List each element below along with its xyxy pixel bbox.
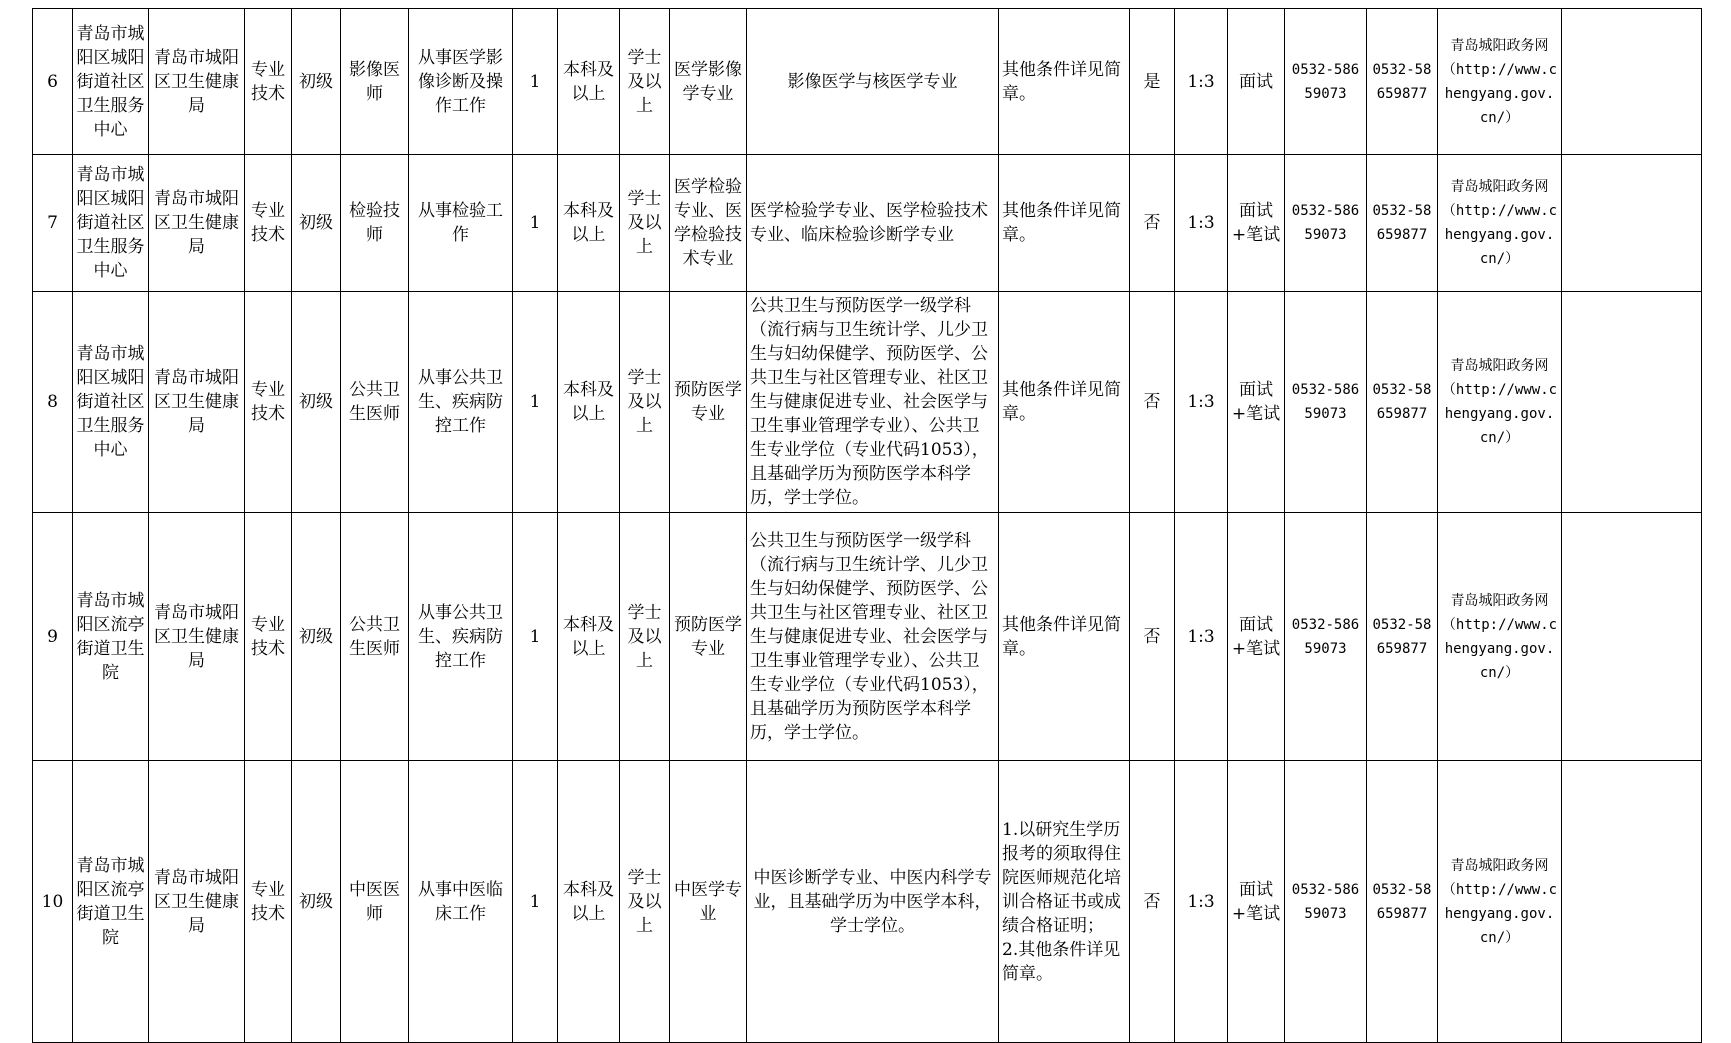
post-level: 初级 — [292, 292, 341, 513]
education-requirement: 本科及以上 — [558, 9, 620, 155]
postgraduate-major: 影像医学与核医学专业 — [747, 9, 999, 155]
post-category: 专业技术 — [245, 9, 292, 155]
interview-ratio: 1:3 — [1175, 292, 1228, 513]
hiring-unit: 青岛市城阳区城阳街道社区卫生服务中心 — [73, 9, 149, 155]
post-duty: 从事检验工作 — [409, 155, 513, 292]
consult-phone: 0532-58659073 — [1285, 292, 1367, 513]
other-conditions: 其他条件详见简章。 — [999, 155, 1130, 292]
post-name: 公共卫生医师 — [341, 292, 409, 513]
postgraduate-major: 公共卫生与预防医学一级学科（流行病与卫生统计学、儿少卫生与妇幼保健学、预防医学、公共卫生与社区管理专业、社区卫生与健康促进专业、社会医学与卫生事业管理学专业）、公共卫生专业学位（专业代码1053），且基础学历为预防医学本科学历，学士学位。 — [747, 292, 999, 513]
post-category: 专业技术 — [245, 761, 292, 1043]
exam-method: 面试+笔试 — [1228, 155, 1285, 292]
interview-ratio: 1:3 — [1175, 513, 1228, 761]
supervising-department: 青岛市城阳区卫生健康局 — [149, 155, 245, 292]
post-level: 初级 — [292, 761, 341, 1043]
post-category: 专业技术 — [245, 155, 292, 292]
interview-ratio: 1:3 — [1175, 761, 1228, 1043]
hiring-unit: 青岛市城阳区城阳街道社区卫生服务中心 — [73, 292, 149, 513]
post-duty: 从事医学影像诊断及操作工作 — [409, 9, 513, 155]
exam-method: 面试 — [1228, 9, 1285, 155]
exam-method: 面试+笔试 — [1228, 513, 1285, 761]
post-duty: 从事中医临床工作 — [409, 761, 513, 1043]
remarks — [1562, 155, 1702, 292]
degree-requirement: 学士及以上 — [620, 155, 670, 292]
interview-ratio: 1:3 — [1175, 155, 1228, 292]
hiring-count: 1 — [513, 155, 558, 292]
postgraduate-major: 中医诊断学专业、中医内科学专业，且基础学历为中医学本科，学士学位。 — [747, 761, 999, 1043]
post-level: 初级 — [292, 155, 341, 292]
remarks — [1562, 292, 1702, 513]
table-row — [33, 9, 1702, 155]
hiring-count: 1 — [513, 9, 558, 155]
row-number: 7 — [33, 155, 73, 292]
post-name: 影像医师 — [341, 9, 409, 155]
info-website: 青岛城阳政务网（http://www.chengyang.gov.cn/） — [1438, 292, 1562, 513]
post-duty: 从事公共卫生、疾病防控工作 — [409, 513, 513, 761]
hiring-count: 1 — [513, 761, 558, 1043]
info-website: 青岛城阳政务网（http://www.chengyang.gov.cn/） — [1438, 9, 1562, 155]
info-website: 青岛城阳政务网（http://www.chengyang.gov.cn/） — [1438, 513, 1562, 761]
exam-method: 面试+笔试 — [1228, 761, 1285, 1043]
written-exam-flag: 否 — [1130, 292, 1175, 513]
written-exam-flag: 否 — [1130, 155, 1175, 292]
post-level: 初级 — [292, 513, 341, 761]
recruitment-table — [32, 8, 1702, 1043]
post-duty: 从事公共卫生、疾病防控工作 — [409, 292, 513, 513]
education-requirement: 本科及以上 — [558, 761, 620, 1043]
remarks — [1562, 9, 1702, 155]
post-name: 中医医师 — [341, 761, 409, 1043]
table-row — [33, 513, 1702, 761]
supervise-phone: 0532-58659877 — [1367, 513, 1438, 761]
hiring-unit: 青岛市城阳区流亭街道卫生院 — [73, 513, 149, 761]
table-row — [33, 155, 1702, 292]
consult-phone: 0532-58659073 — [1285, 761, 1367, 1043]
postgraduate-major: 医学检验学专业、医学检验技术专业、临床检验诊断学专业 — [747, 155, 999, 292]
hiring-count: 1 — [513, 513, 558, 761]
table-row — [33, 292, 1702, 513]
education-requirement: 本科及以上 — [558, 513, 620, 761]
education-requirement: 本科及以上 — [558, 155, 620, 292]
consult-phone: 0532-58659073 — [1285, 155, 1367, 292]
table-row — [33, 761, 1702, 1043]
other-conditions: 其他条件详见简章。 — [999, 292, 1130, 513]
degree-requirement: 学士及以上 — [620, 9, 670, 155]
post-category: 专业技术 — [245, 513, 292, 761]
postgraduate-major: 公共卫生与预防医学一级学科（流行病与卫生统计学、儿少卫生与妇幼保健学、预防医学、公共卫生与社区管理专业、社区卫生与健康促进专业、社会医学与卫生事业管理学专业）、公共卫生专业学位（专业代码1053），且基础学历为预防医学本科学历，学士学位。 — [747, 513, 999, 761]
supervise-phone: 0532-58659877 — [1367, 761, 1438, 1043]
row-number: 9 — [33, 513, 73, 761]
remarks — [1562, 513, 1702, 761]
supervise-phone: 0532-58659877 — [1367, 292, 1438, 513]
supervising-department: 青岛市城阳区卫生健康局 — [149, 9, 245, 155]
row-number: 8 — [33, 292, 73, 513]
written-exam-flag: 是 — [1130, 9, 1175, 155]
undergraduate-major: 医学影像学专业 — [670, 9, 747, 155]
other-conditions: 其他条件详见简章。 — [999, 513, 1130, 761]
undergraduate-major: 中医学专业 — [670, 761, 747, 1043]
undergraduate-major: 预防医学专业 — [670, 292, 747, 513]
info-website: 青岛城阳政务网（http://www.chengyang.gov.cn/） — [1438, 761, 1562, 1043]
consult-phone: 0532-58659073 — [1285, 513, 1367, 761]
other-conditions-text-clip — [1002, 811, 1126, 992]
row-number: 10 — [33, 761, 73, 1043]
written-exam-flag: 否 — [1130, 513, 1175, 761]
exam-method: 面试+笔试 — [1228, 292, 1285, 513]
degree-requirement: 学士及以上 — [620, 292, 670, 513]
row-number: 6 — [33, 9, 73, 155]
remarks — [1562, 761, 1702, 1043]
undergraduate-major: 医学检验专业、医学检验技术专业 — [670, 155, 747, 292]
other-conditions: 其他条件详见简章。 — [999, 9, 1130, 155]
consult-phone: 0532-58659073 — [1285, 9, 1367, 155]
post-name: 公共卫生医师 — [341, 513, 409, 761]
other-conditions — [999, 761, 1130, 1043]
undergraduate-major: 预防医学专业 — [670, 513, 747, 761]
interview-ratio: 1:3 — [1175, 9, 1228, 155]
hiring-unit: 青岛市城阳区流亭街道卫生院 — [73, 761, 149, 1043]
post-level: 初级 — [292, 9, 341, 155]
supervising-department: 青岛市城阳区卫生健康局 — [149, 513, 245, 761]
supervise-phone: 0532-58659877 — [1367, 9, 1438, 155]
degree-requirement: 学士及以上 — [620, 761, 670, 1043]
other-conditions-text: 1.以研究生学历报考的须取得住院医师规范化培训合格证书或成绩合格证明； 2.其他条件详见简章。 — [1002, 819, 1121, 984]
education-requirement: 本科及以上 — [558, 292, 620, 513]
supervising-department: 青岛市城阳区卫生健康局 — [149, 761, 245, 1043]
hiring-count: 1 — [513, 292, 558, 513]
info-website: 青岛城阳政务网（http://www.chengyang.gov.cn/） — [1438, 155, 1562, 292]
written-exam-flag: 否 — [1130, 761, 1175, 1043]
hiring-unit: 青岛市城阳区城阳街道社区卫生服务中心 — [73, 155, 149, 292]
post-category: 专业技术 — [245, 292, 292, 513]
degree-requirement: 学士及以上 — [620, 513, 670, 761]
post-name: 检验技师 — [341, 155, 409, 292]
supervising-department: 青岛市城阳区卫生健康局 — [149, 292, 245, 513]
supervise-phone: 0532-58659877 — [1367, 155, 1438, 292]
